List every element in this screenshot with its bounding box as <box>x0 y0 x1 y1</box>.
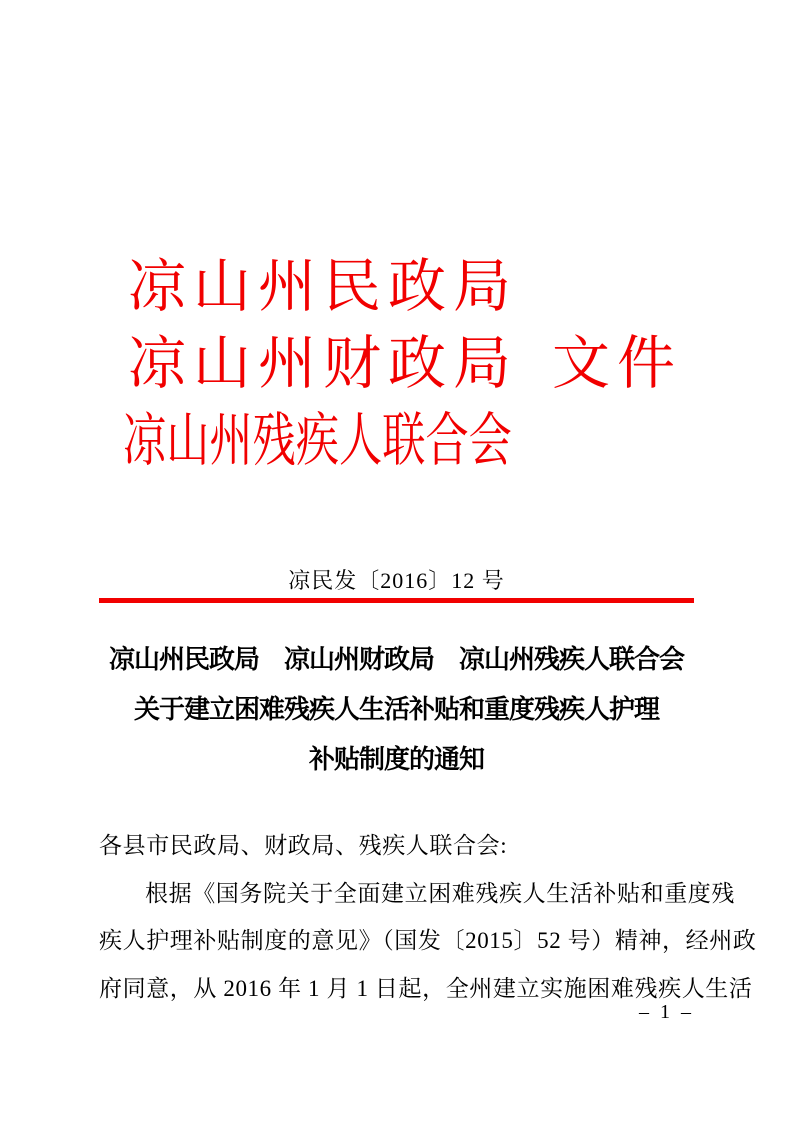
red-divider-rule <box>99 598 694 603</box>
body-salutation: 各县市民政局、财政局、残疾人联合会: <box>99 833 508 858</box>
document-number: 凉民发〔2016〕12 号 <box>288 568 505 593</box>
body-paragraph-line: 府同意，从 2016 年 1 月 1 日起，全州建立实施困难残疾人生活 <box>99 975 753 1001</box>
letterhead-finance-bureau: 凉山州财政局 <box>128 331 519 396</box>
body-paragraph-line: 疾人护理补贴制度的意见》（国发〔2015〕52 号）精神，经州政 <box>99 928 757 953</box>
body-paragraph <box>99 870 757 1013</box>
title-line-agencies: 凉山州民政局 凉山州财政局 凉山州残疾人联合会 <box>108 644 684 674</box>
body-paragraph-line: 根据《国务院关于全面建立困难残疾人生活补贴和重度残 <box>145 880 735 906</box>
letterhead <box>123 248 683 479</box>
letterhead-line-civil-affairs: 凉山州民政局 <box>128 254 519 319</box>
title-line-subject: 关于建立困难残疾人生活补贴和重度残疾人护理 <box>133 694 659 724</box>
page-number: – 1 – <box>639 1001 694 1023</box>
title-line-notice: 补贴制度的通知 <box>308 744 484 774</box>
letterhead-line-disabled-federation: 凉山州残疾人联合会 <box>123 408 512 473</box>
document-body <box>99 822 757 1012</box>
letterhead-line-finance <box>128 325 682 402</box>
letterhead-document-word: 文件 <box>552 331 683 396</box>
document-title <box>99 634 694 784</box>
